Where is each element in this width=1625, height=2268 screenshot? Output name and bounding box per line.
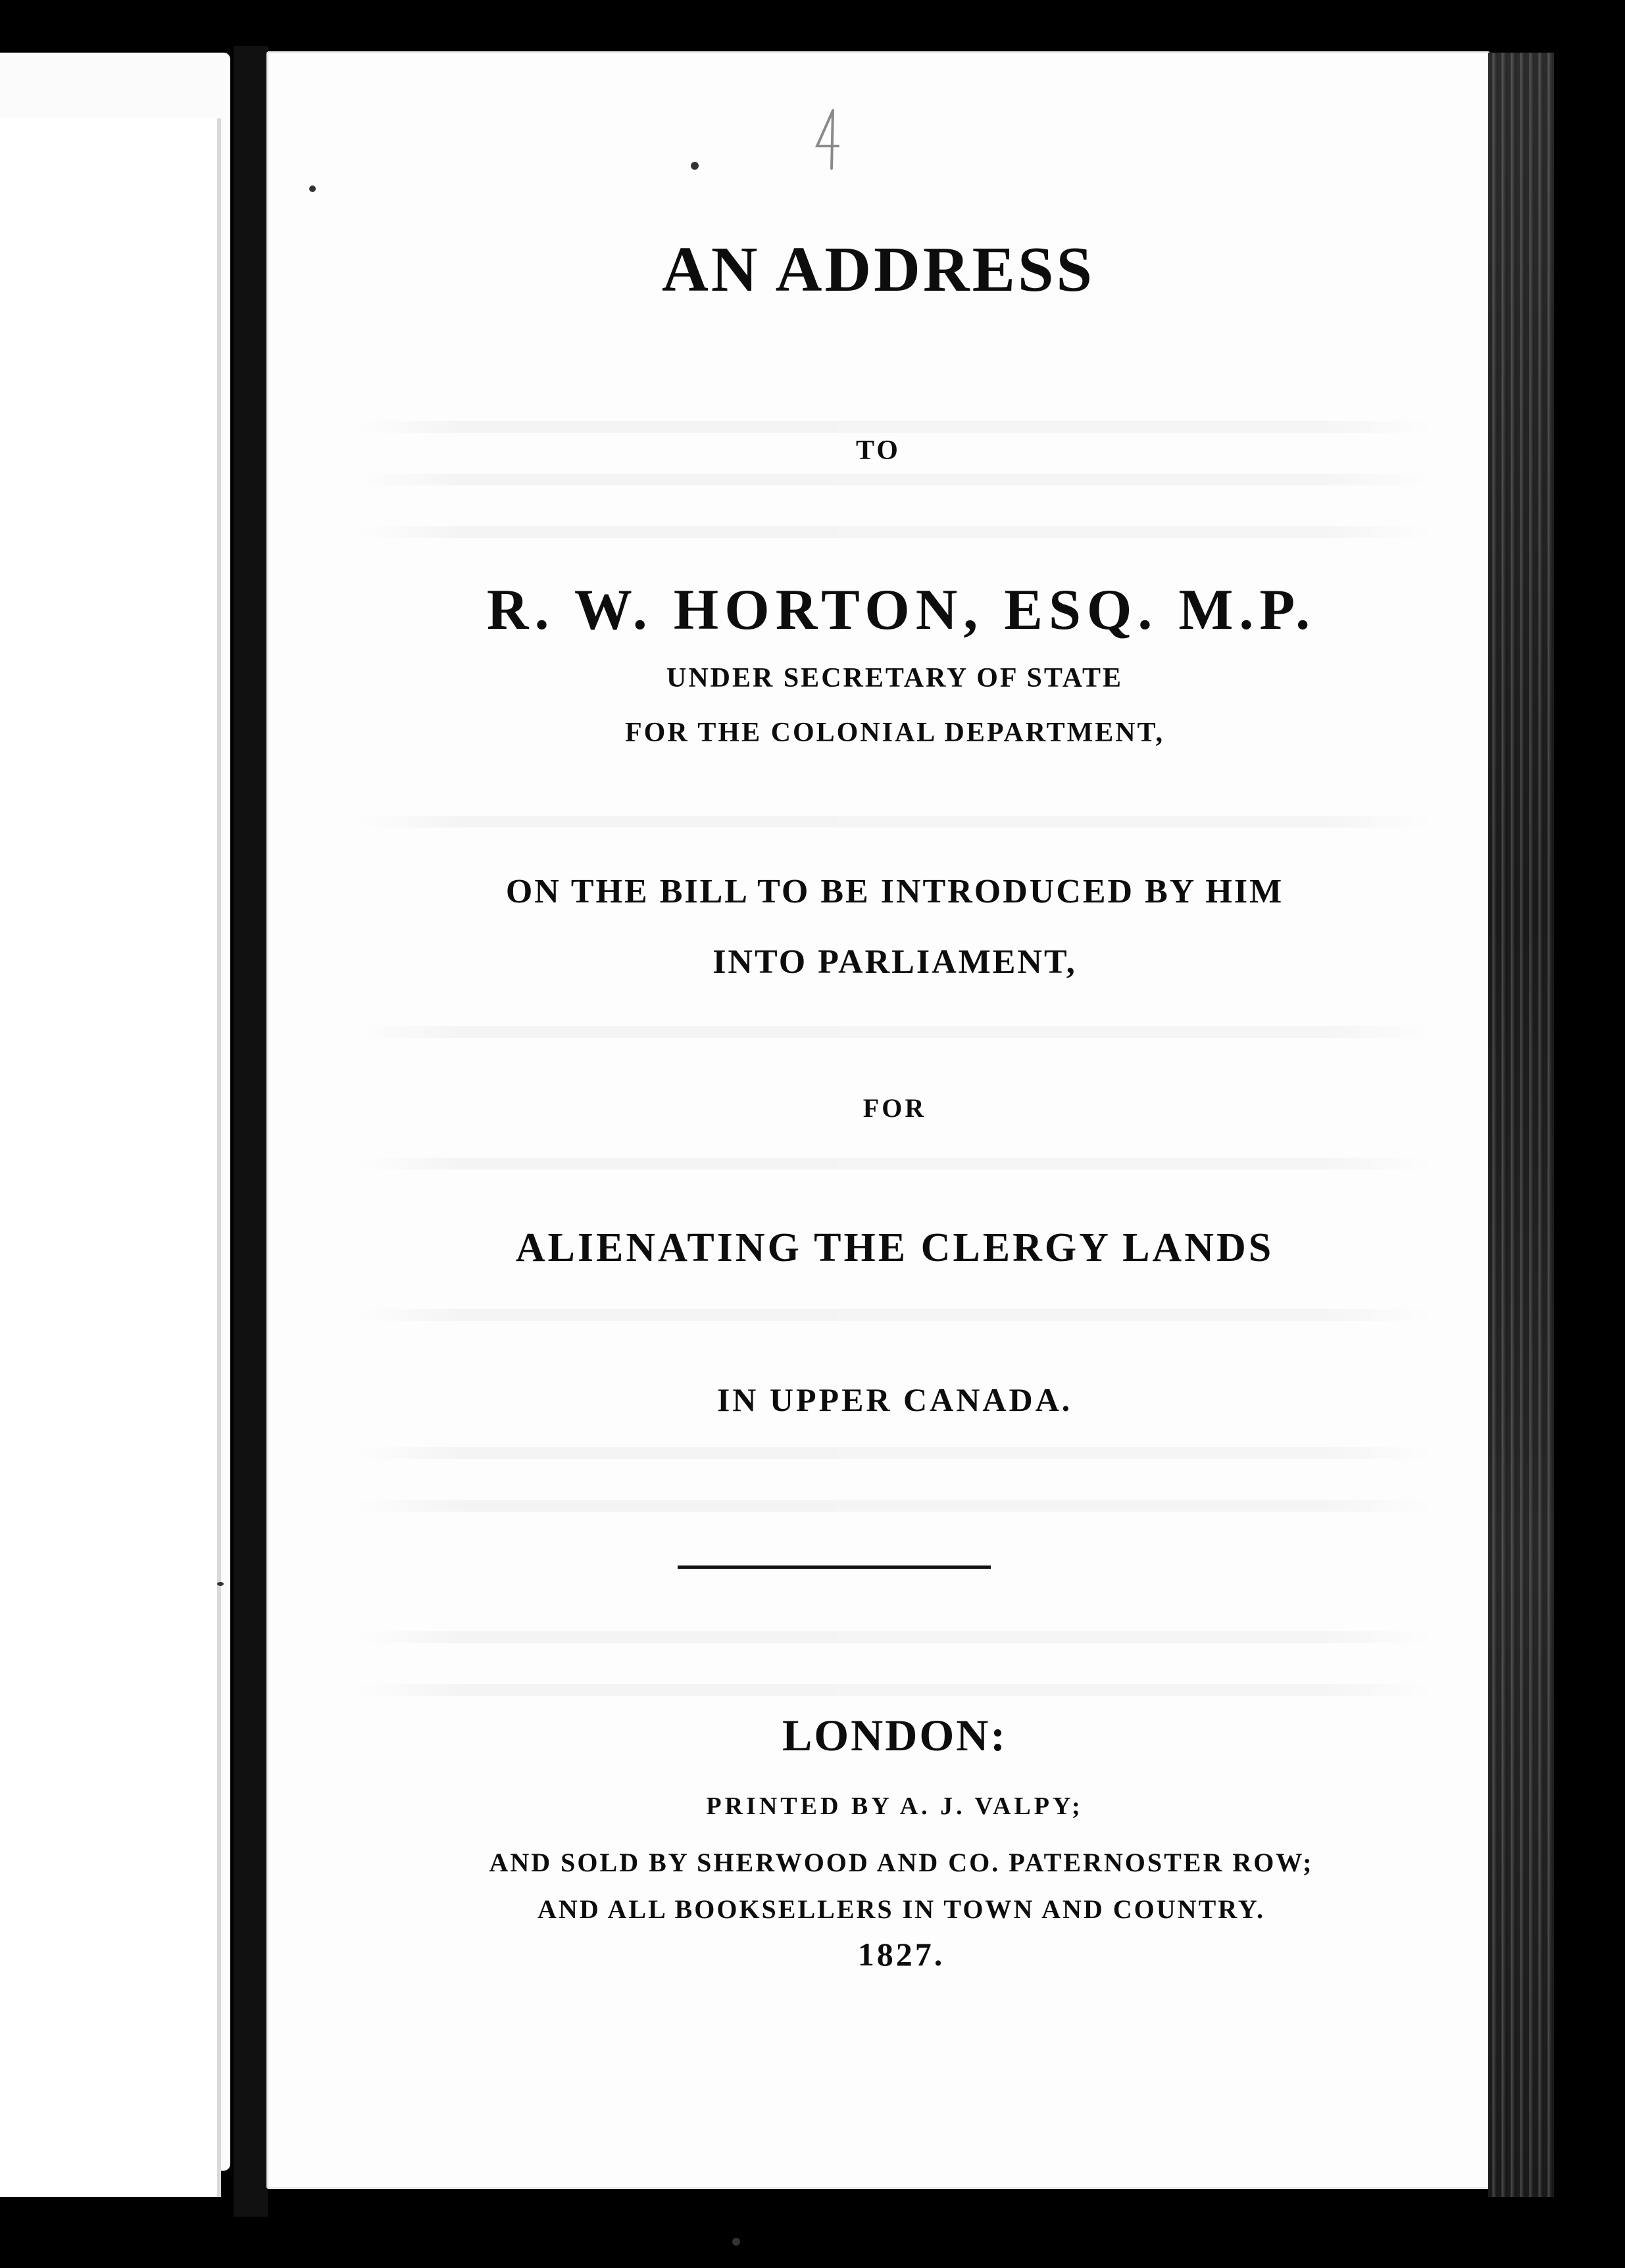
- imprint-city: LONDON:: [782, 1710, 1008, 1760]
- subject-line-2: INTO PARLIAMENT,: [712, 943, 1077, 981]
- show-through-mark: [355, 816, 1434, 827]
- ink-speck: [217, 1582, 224, 1586]
- show-through-mark: [355, 1026, 1434, 1038]
- left-page-edge: [0, 118, 221, 2197]
- show-through-mark: [355, 526, 1434, 538]
- imprint-year: 1827.: [857, 1936, 945, 1973]
- ink-speck: [732, 2238, 740, 2246]
- dedication-to: TO: [856, 435, 901, 466]
- show-through-mark: [355, 1447, 1434, 1459]
- ink-speck: [691, 162, 699, 170]
- imprint-printer: PRINTED BY A. J. VALPY;: [706, 1792, 1084, 1820]
- show-through-mark: [355, 421, 1434, 433]
- show-through-mark: [355, 1684, 1434, 1696]
- addressee-office-line-1: UNDER SECRETARY OF STATE: [666, 663, 1123, 693]
- imprint-sold-by-1: AND SOLD BY SHERWOOD AND CO. PATERNOSTER ROW;: [489, 1848, 1314, 1877]
- for-label: FOR: [863, 1093, 927, 1123]
- show-through-mark: [355, 1631, 1434, 1643]
- book-title: AN ADDRESS: [661, 234, 1095, 305]
- show-through-mark: [355, 1500, 1434, 1512]
- addressee-name: R. W. HORTON, ESQ. M.P.: [486, 578, 1316, 642]
- show-through-mark: [355, 1309, 1434, 1321]
- purpose-line-2: IN UPPER CANADA.: [716, 1381, 1073, 1418]
- show-through-mark: [355, 474, 1434, 485]
- pencil-mark-icon: [808, 105, 847, 171]
- imprint-sold-by-2: AND ALL BOOKSELLERS IN TOWN AND COUNTRY.: [538, 1894, 1265, 1924]
- book-gutter: [234, 46, 268, 2217]
- purpose-line-1: ALIENATING THE CLERGY LANDS: [515, 1225, 1274, 1270]
- subject-line-1: ON THE BILL TO BE INTRODUCED BY HIM: [505, 873, 1284, 910]
- ink-speck: [309, 185, 316, 192]
- addressee-office-line-2: FOR THE COLONIAL DEPARTMENT,: [625, 718, 1164, 748]
- show-through-mark: [355, 1158, 1434, 1170]
- horizontal-rule: [678, 1565, 991, 1569]
- left-facing-page: [0, 53, 230, 2171]
